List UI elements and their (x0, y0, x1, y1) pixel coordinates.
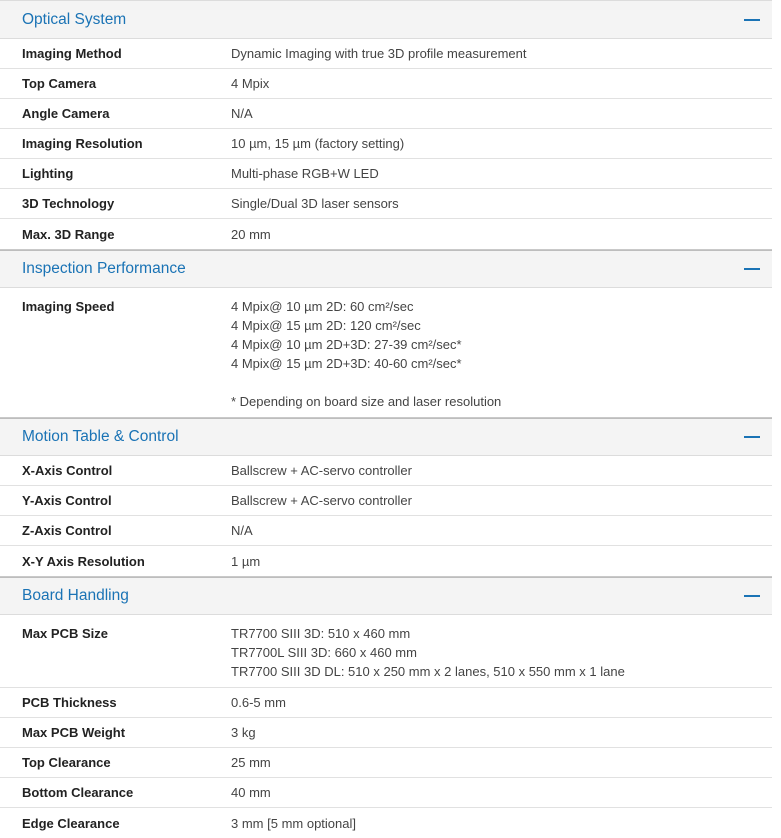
spec-label: 3D Technology (22, 196, 115, 211)
spec-row-max-pcb-size (0, 615, 772, 688)
spec-value: 20 mm (231, 226, 271, 242)
spec-label: Bottom Clearance (22, 785, 134, 800)
spec-label: X-Y Axis Resolution (22, 553, 145, 569)
spec-value (231, 297, 772, 411)
spec-value: 40 mm (231, 785, 271, 800)
section-motion-table-control (0, 417, 772, 576)
spec-label: Max PCB Size (22, 626, 108, 641)
spec-row-max-pcb-weight (0, 718, 772, 748)
spec-row-top-clearance (0, 748, 772, 778)
spec-value: Single/Dual 3D laser sensors (231, 196, 399, 211)
spec-value: N/A (231, 523, 253, 538)
spec-label: Lighting (22, 166, 74, 181)
spec-label: Max. 3D Range (22, 226, 115, 242)
spec-row-edge-clearance (0, 808, 772, 838)
section-header-inspection-performance[interactable] (0, 250, 772, 288)
spec-row-imaging-method (0, 39, 772, 69)
section-optical-system (0, 0, 772, 249)
spec-value-line: 4 Mpix@ 10 µm 2D: 60 cm²/sec (231, 299, 414, 314)
spec-value-line: 4 Mpix@ 15 µm 2D+3D: 40-60 cm²/sec* (231, 356, 462, 371)
spec-value-line: * Depending on board size and laser resolution (231, 394, 502, 409)
spec-row-top-camera (0, 69, 772, 99)
spec-row-imaging-speed (0, 288, 772, 417)
spec-value-line: TR7700L SIII 3D: 660 x 460 mm (231, 645, 417, 660)
spec-row-max-3d-range (0, 219, 772, 249)
collapse-minus-icon[interactable] (744, 268, 760, 270)
spec-label: Angle Camera (22, 106, 110, 121)
section-header-optical-system[interactable] (0, 1, 772, 39)
spec-label: Y-Axis Control (22, 493, 112, 508)
spec-label: Top Camera (22, 76, 97, 91)
spec-label: Imaging Resolution (22, 136, 143, 151)
spec-label: Top Clearance (22, 755, 111, 770)
section-board-handling (0, 576, 772, 838)
spec-row-pcb-thickness (0, 688, 772, 718)
spec-row-z-axis-control (0, 516, 772, 546)
collapse-minus-icon[interactable] (744, 436, 760, 438)
spec-value: 10 µm, 15 µm (factory setting) (231, 136, 405, 151)
spec-value: N/A (231, 106, 253, 121)
spec-label: PCB Thickness (22, 695, 117, 710)
spec-label: Z-Axis Control (22, 523, 112, 538)
spec-row-x-y-axis-resolution (0, 546, 772, 576)
section-header-board-handling[interactable] (0, 577, 772, 615)
spec-value-line (231, 373, 772, 392)
spec-value-line: 4 Mpix@ 10 µm 2D+3D: 27-39 cm²/sec* (231, 337, 462, 352)
spec-row-y-axis-control (0, 486, 772, 516)
spec-value: 3 kg (231, 725, 256, 740)
spec-label: Max PCB Weight (22, 725, 126, 740)
section-title: Motion Table & Control (22, 428, 179, 445)
spec-value: 0.6-5 mm (231, 695, 286, 710)
spec-value: Dynamic Imaging with true 3D profile measurement (231, 46, 527, 61)
spec-value (231, 624, 772, 681)
spec-value-line: TR7700 SIII 3D: 510 x 460 mm (231, 626, 411, 641)
spec-row-3d-technology (0, 189, 772, 219)
spec-label: X-Axis Control (22, 463, 113, 478)
section-header-motion-table-control[interactable] (0, 418, 772, 456)
spec-row-x-axis-control (0, 456, 772, 486)
spec-value: 4 Mpix (231, 76, 270, 91)
spec-value: Ballscrew + AC-servo controller (231, 493, 412, 508)
collapse-minus-icon[interactable] (744, 595, 760, 597)
spec-value: Multi-phase RGB+W LED (231, 166, 379, 181)
spec-row-angle-camera (0, 99, 772, 129)
section-title: Optical System (22, 10, 127, 28)
section-title: Inspection Performance (22, 260, 186, 277)
spec-value: Ballscrew + AC-servo controller (231, 463, 412, 478)
spec-label: Edge Clearance (22, 815, 120, 831)
spec-value-line: TR7700 SIII 3D DL: 510 x 250 mm x 2 lanes, 510 x 550 mm x 1 lane (231, 664, 625, 679)
spec-value: 1 µm (231, 553, 261, 569)
collapse-minus-icon[interactable] (744, 19, 760, 21)
spec-row-bottom-clearance (0, 778, 772, 808)
spec-value: 25 mm (231, 755, 271, 770)
spec-value: 3 mm [5 mm optional] (231, 815, 356, 831)
spec-row-lighting (0, 159, 772, 189)
spec-label: Imaging Speed (22, 299, 115, 314)
spec-label: Imaging Method (22, 46, 122, 61)
spec-value-line: 4 Mpix@ 15 µm 2D: 120 cm²/sec (231, 318, 421, 333)
section-title: Board Handling (22, 587, 129, 604)
section-inspection-performance (0, 249, 772, 417)
spec-row-imaging-resolution (0, 129, 772, 159)
